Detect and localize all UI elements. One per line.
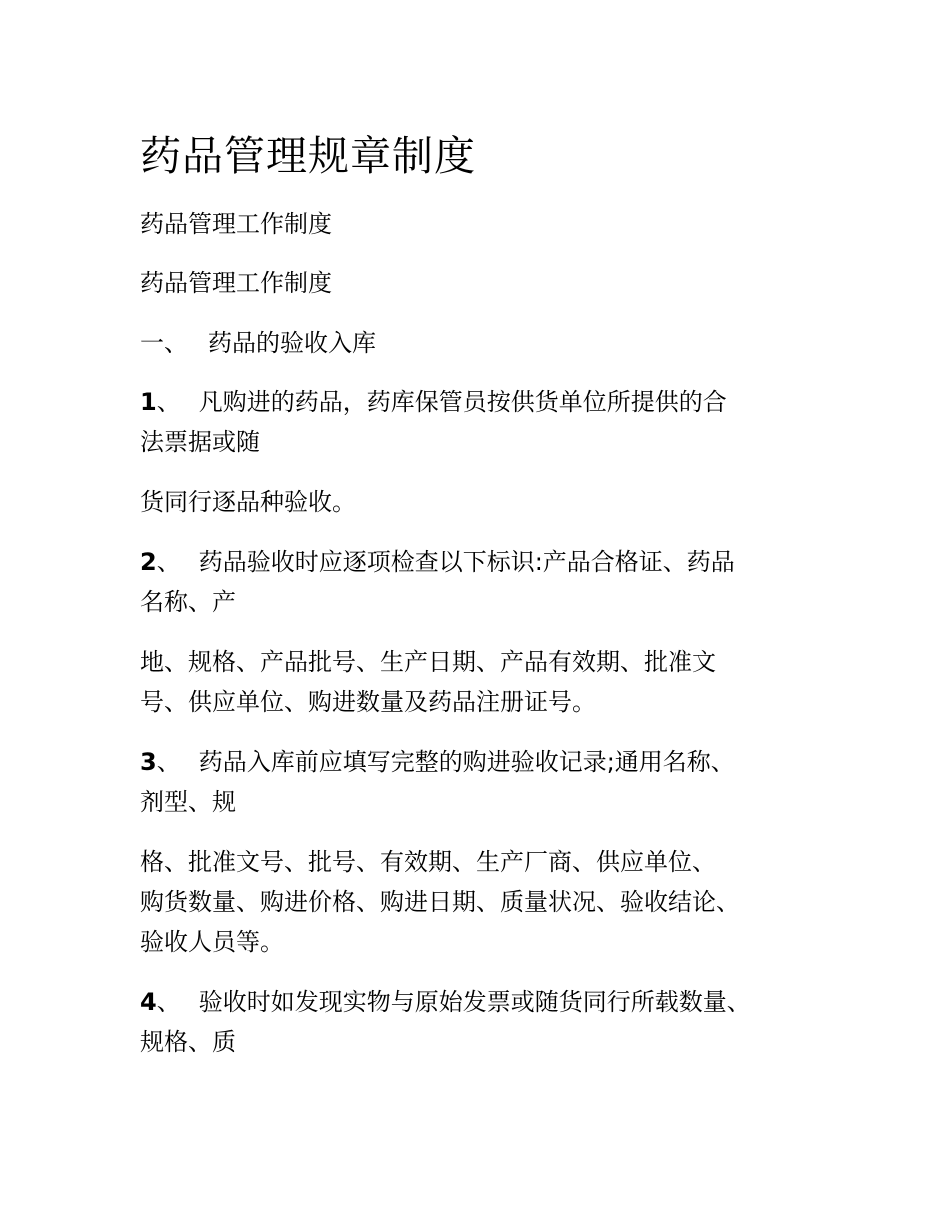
item-text: 药品入库前应填写完整的购进验收记录;通用名称、 xyxy=(198,748,735,776)
subtitle-line: 药品管理工作制度 xyxy=(140,269,332,297)
list-item-line xyxy=(140,982,810,1022)
paragraph-line: 验收人员等。 xyxy=(140,928,284,956)
item-separator: 、 xyxy=(156,548,181,576)
list-item-line xyxy=(140,742,810,782)
item-text: 凡购进的药品，药库保管员按供货单位所提供的合 xyxy=(198,388,727,416)
list-item-line xyxy=(140,382,810,422)
subtitle-line: 药品管理工作制度 xyxy=(140,210,332,238)
item-text: 药品验收时应逐项检查以下标识:产品合格证、药品 xyxy=(198,548,735,576)
document-title: 药品管理规章制度 xyxy=(140,132,476,180)
item-number: 3 xyxy=(140,748,157,776)
list-item-line: 法票据或随 xyxy=(140,428,260,456)
paragraph-line: 格、批准文号、批号、有效期、生产厂商、供应单位、 xyxy=(140,848,716,876)
paragraph-line: 地、规格、产品批号、生产日期、产品有效期、批准文 xyxy=(140,648,716,676)
item-separator: 、 xyxy=(156,748,181,776)
paragraph-line: 号、供应单位、购进数量及药品注册证号。 xyxy=(140,688,596,716)
list-item-line xyxy=(140,542,810,582)
section-heading xyxy=(140,323,810,363)
item-number: 4 xyxy=(140,988,157,1016)
section-marker: 一、 xyxy=(140,329,188,357)
item-number: 1 xyxy=(140,388,157,416)
list-item-line: 名称、产 xyxy=(140,588,236,616)
item-separator: 、 xyxy=(156,388,181,416)
item-text: 验收时如发现实物与原始发票或随货同行所载数量、 xyxy=(198,988,751,1016)
section-heading-text: 药品的验收入库 xyxy=(208,329,376,357)
paragraph-line: 货同行逐品种验收。 xyxy=(140,488,356,516)
item-separator: 、 xyxy=(156,988,181,1016)
item-number: 2 xyxy=(140,548,157,576)
list-item-line: 剂型、规 xyxy=(140,788,236,816)
list-item-line: 规格、质 xyxy=(140,1028,236,1056)
paragraph-line: 购货数量、购进价格、购进日期、质量状况、验收结论、 xyxy=(140,888,740,916)
